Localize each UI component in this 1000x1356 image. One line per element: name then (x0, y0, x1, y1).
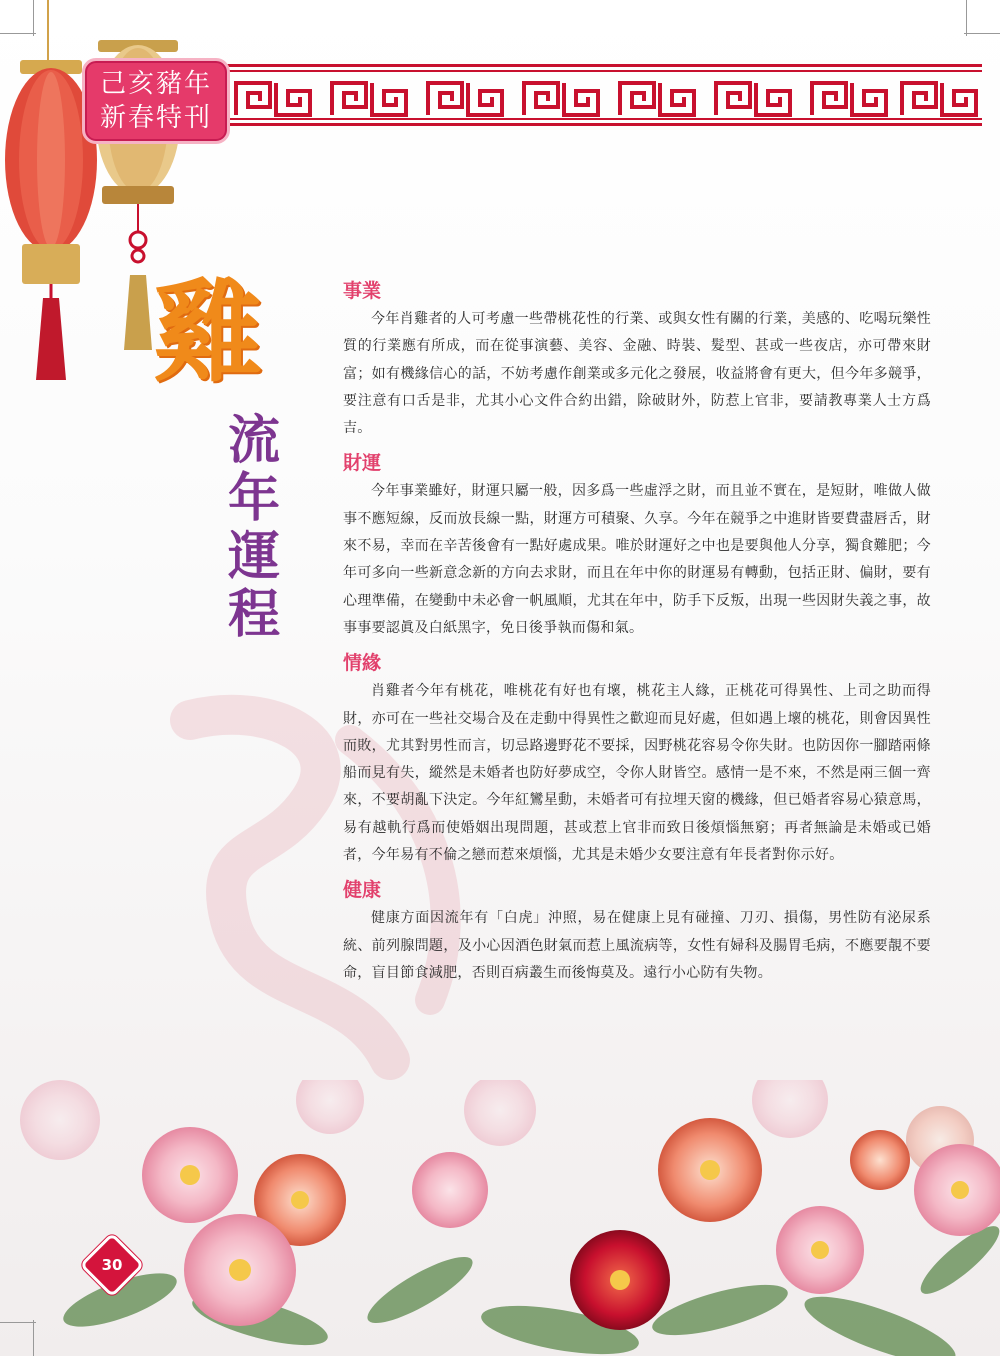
section-paragraph: 肖雞者今年有桃花，唯桃花有好也有壞，桃花主人緣，正桃花可得異性、上司之助而得財，亦可在一些社交場合及在走動中得異性之歡迎而見好處，但如遇上壞的桃花，則會因異性而敗，尤其對男性而言，切忌路邊野花不要採，因野桃花容易令你失財。也防因你一腳踏兩條船而見有失，縱然是未婚者也防好夢成空，令你人財皆空。感情一是不來，不然是兩三個一齊來，不要胡亂下決定。今年紅鸞星動，未婚者可有拉埋天窗的機緣，但已婚者容易心猿意馬，易有越軌行爲而使婚姻出現問題，甚或惹上官非而致日後煩惱無窮；再者無論是未婚或已婚者，今年易有不倫之戀而惹來煩惱，尤其是未婚少女要注意有年長者對你示好。 (343, 683, 931, 864)
section-title: 財運 (343, 452, 382, 475)
section-title: 事業 (343, 280, 382, 302)
vertical-title-char-1: 流 (227, 410, 280, 471)
article-body (343, 278, 931, 995)
section-paragraph: 健康方面因流年有「白虎」沖照，易在健康上見有碰撞、刀刃、損傷，男性防有泌尿系統、前列腺問題，及小心因酒色財氣而惹上風流病等，女性有婦科及腸胃毛病，不應要靚不要命，盲目節食減肥，否則百病叢生而後悔莫及。遠行小心防有失物。 (343, 910, 931, 981)
badge-line-2: 新春特刊 (99, 103, 212, 133)
vertical-title-char-4: 程 (227, 584, 280, 645)
section-health (343, 877, 931, 987)
section-wealth (343, 450, 931, 642)
vertical-title (224, 412, 284, 644)
crop-mark-top-right-v (966, 0, 967, 36)
special-issue-badge (82, 58, 230, 144)
section-romance (343, 650, 931, 869)
crop-mark-top-right-h (964, 33, 1000, 34)
section-title: 健康 (343, 879, 382, 902)
badge-line-1: 己亥豬年 (99, 69, 212, 99)
rooster-seal-character: 雞 (153, 268, 263, 397)
section-title: 情緣 (343, 652, 382, 675)
section-paragraph: 今年肖雞者的人可考慮一些帶桃花性的行業、或與女性有關的行業，美感的、吃喝玩樂性質的行業應有所成，而在從事演藝、美容、金融、時裝、髮型、甚或一些夜店，亦可帶來財富；如有機緣信心的話，不妨考慮作創業或多元化之發展，收益將會有更大，但今年多競爭，要注意有口舌是非，尤其小心文件合約出錯，除破財外，防惹上官非，要請教專業人士方爲吉。 (343, 311, 931, 437)
section-career (343, 278, 931, 442)
vertical-title-char-3: 運 (227, 526, 280, 587)
peony-flowers-illustration (0, 1080, 1000, 1356)
vertical-title-char-2: 年 (227, 468, 280, 529)
greek-key-frieze (222, 64, 982, 126)
page-number: 30 (101, 1256, 123, 1274)
section-paragraph: 今年事業雖好，財運只屬一般，因多爲一些虛浮之財，而且並不實在，是短財，唯做人做事不應短線，反而放長線一點，財運方可積聚、久享。今年在競爭之中進財皆要費盡唇舌，財來不易，幸而在辛苦後會有一點好處成果。唯於財運好之中也是要與他人分享，獨食難肥；今年可多向一些新意念新的方向去求財，而且在年中你的財運易有轉動，包括正財、偏財，要有心理準備，在變動中未必會一帆風順，尤其在年中，防手下反叛，出現一些因財失義之事，故事事要認眞及白紙黑字，免日後爭執而傷和氣。 (343, 483, 931, 636)
frieze-pattern-graphic (222, 75, 982, 121)
